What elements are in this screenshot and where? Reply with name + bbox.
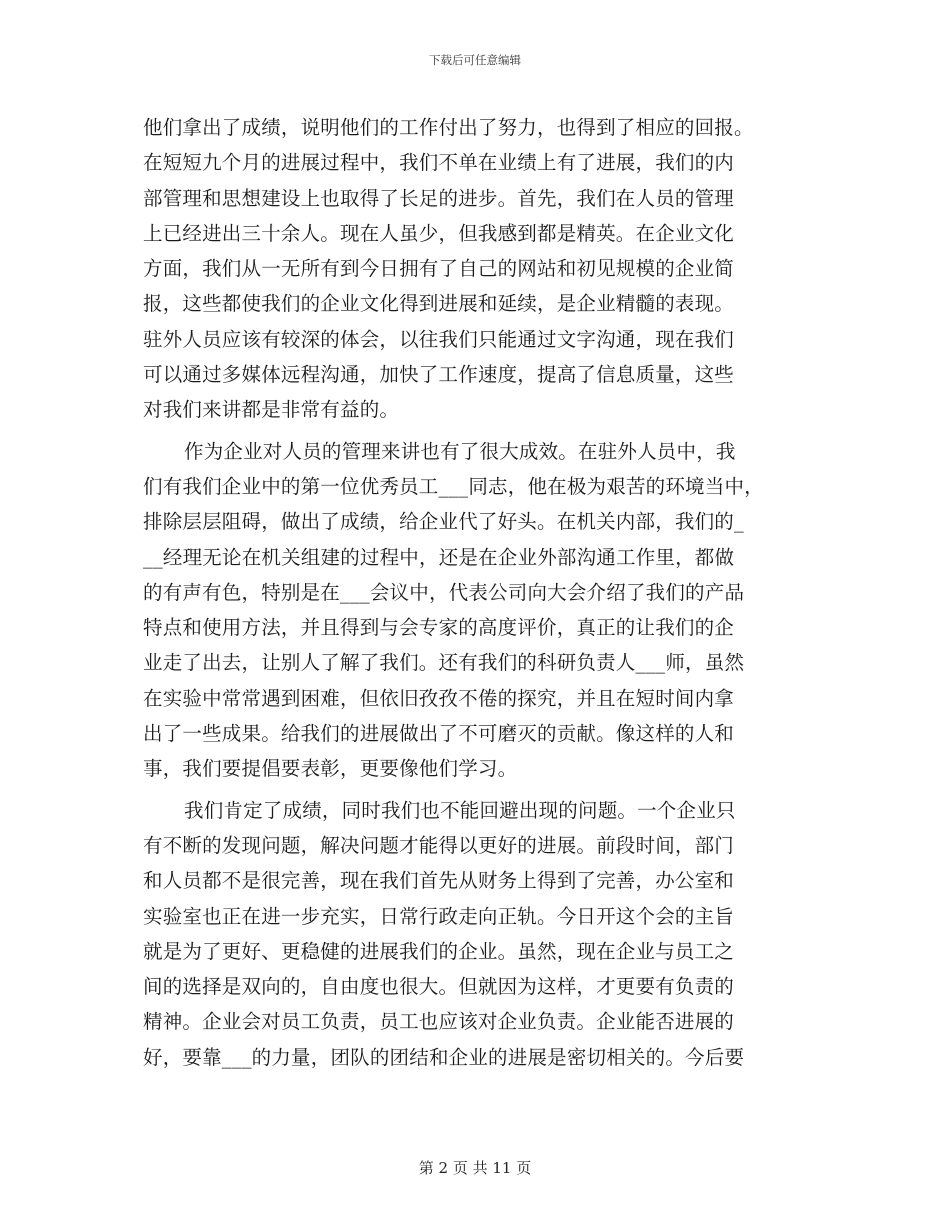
text-line: 部管理和思想建设上也取得了长足的进步。首先，我们在人员的管理 bbox=[143, 186, 735, 210]
text-line: 出了一些成果。给我们的进展做出了不可磨灭的贡献。像这样的人和 bbox=[143, 722, 735, 746]
paragraph bbox=[143, 793, 811, 1075]
text-line: __经理无论在机关组建的过程中，还是在企业外部沟通工作里，都做 bbox=[143, 545, 735, 569]
page-header: 下载后可任意编辑 bbox=[429, 53, 521, 67]
text-line: 在短短九个月的进展过程中，我们不单在业绩上有了进展，我们的内 bbox=[143, 151, 735, 175]
text-line: 我们肯定了成绩，同时我们也不能回避出现的问题。一个企业只 bbox=[184, 798, 736, 822]
text-line: 特点和使用方法，并且得到与会专家的高度评价，真正的让我们的企 bbox=[143, 616, 735, 640]
text-line: 业走了出去，让别人了解了我们。还有我们的科研负责人___师，虽然 bbox=[143, 651, 745, 675]
text-line: 他们拿出了成绩，说明他们的工作付出了努力，也得到了相应的回报。 bbox=[143, 116, 754, 139]
paragraph bbox=[143, 434, 811, 787]
document-body bbox=[143, 110, 811, 1075]
text-line: 可以通过多媒体远程沟通，加快了工作速度，提高了信息质量，这些 bbox=[143, 363, 735, 387]
text-line: 有不断的发现问题，解决问题才能得以更好的进展。前段时间，部门 bbox=[143, 833, 735, 857]
text-line: 精神。企业会对员工负责，员工也应该对企业负责。企业能否进展的 bbox=[143, 1010, 735, 1034]
text-line: 在实验中常常遇到困难，但依旧孜孜不倦的探究，并且在短时间内拿 bbox=[143, 686, 735, 710]
text-line: 的有声有色，特别是在___会议中，代表公司向大会介绍了我们的产品 bbox=[143, 580, 745, 604]
text-line: 间的选择是双向的，自由度也很大。但就因为这样，才更要有负责的 bbox=[143, 975, 735, 999]
text-line: 上已经进出三十余人。现在人虽少，但我感到都是精英。在企业文化 bbox=[143, 221, 735, 245]
text-line: 事，我们要提倡要表彰，更要像他们学习。 bbox=[143, 757, 518, 781]
text-line: 们有我们企业中的第一位优秀员工___同志，他在极为艰苦的环境当中， bbox=[143, 474, 764, 498]
text-line: 驻外人员应该有较深的体会，以往我们只能通过文字沟通，现在我们 bbox=[143, 327, 735, 351]
paragraph bbox=[143, 110, 811, 428]
text-line: 和人员都不是很完善，现在我们首先从财务上得到了完善，办公室和 bbox=[143, 869, 735, 893]
page-footer: 第 2 页 共 11 页 bbox=[418, 1159, 532, 1177]
text-line: 实验室也正在进一步充实，日常行政走向正轨。今日开这个会的主旨 bbox=[143, 904, 735, 928]
text-line: 排除层层阻碍，做出了成绩，给企业代了好头。在机关内部，我们的_ bbox=[143, 510, 744, 534]
text-line: 作为企业对人员的管理来讲也有了很大成效。在驻外人员中，我 bbox=[184, 439, 736, 463]
text-line: 方面，我们从一无所有到今日拥有了自己的网站和初见规模的企业简 bbox=[143, 257, 735, 281]
text-line: 报，这些都使我们的企业文化得到进展和延续，是企业精髓的表现。 bbox=[143, 292, 735, 316]
text-line: 好，要靠___的力量，团队的团结和企业的进展是密切相关的。今后要 bbox=[143, 1045, 745, 1069]
text-line: 就是为了更好、更稳健的进展我们的企业。虽然，现在企业与员工之 bbox=[143, 939, 735, 963]
text-line: 对我们来讲都是非常有益的。 bbox=[143, 398, 400, 422]
